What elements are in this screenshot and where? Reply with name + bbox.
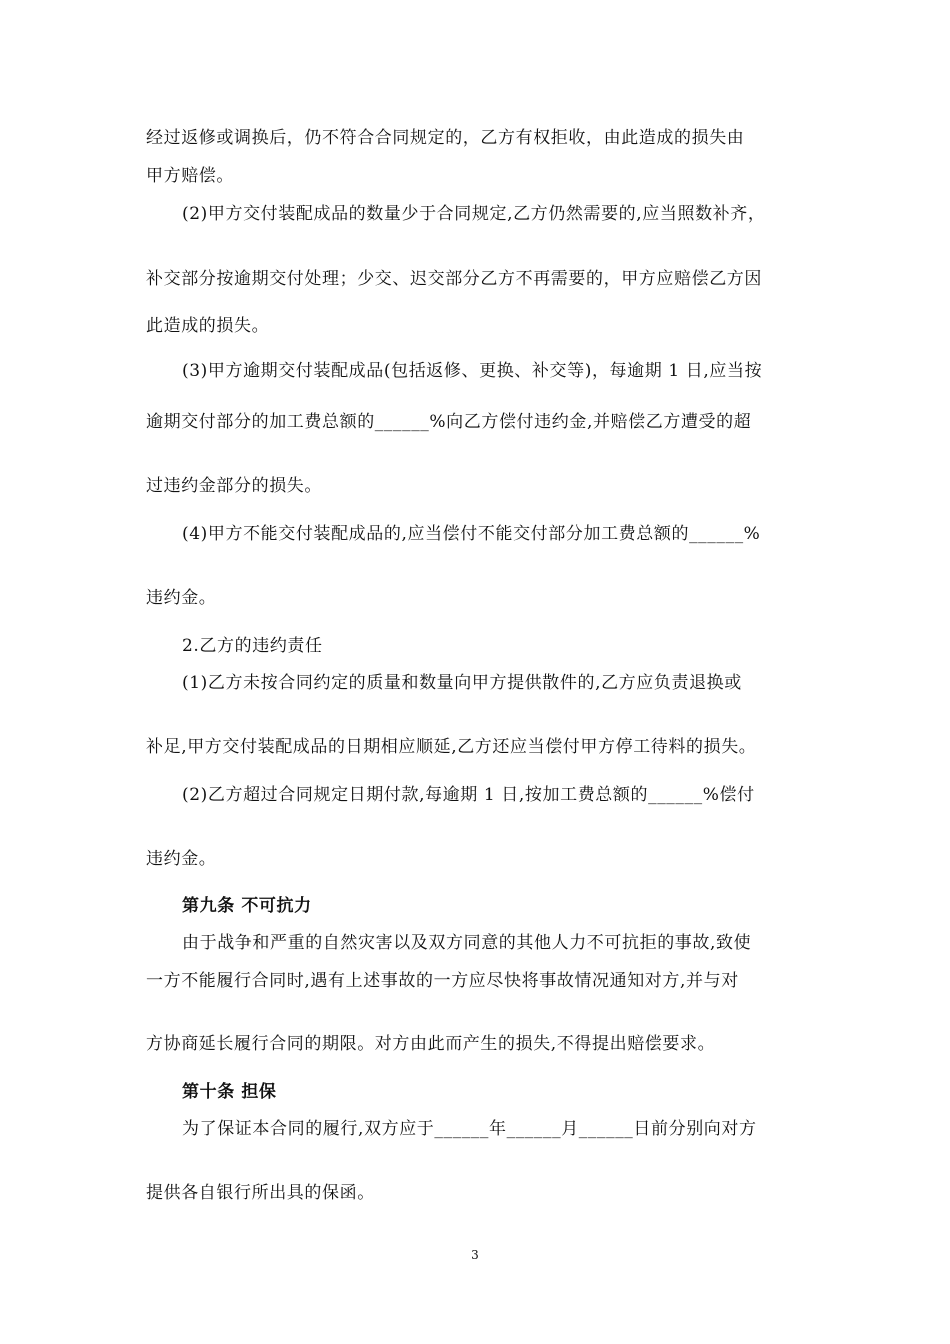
section-heading: 2.乙方的违约责任 xyxy=(182,636,323,656)
paragraph-line: 补交部分按逾期交付处理；少交、迟交部分乙方不再需要的，甲方应赔偿乙方因 xyxy=(146,269,762,289)
article-heading: 第十条 担保 xyxy=(182,1082,277,1102)
paragraph-line: 逾期交付部分的加工费总额的______%向乙方偿付违约金,并赔偿乙方遭受的超 xyxy=(146,412,752,432)
paragraph-line: 方协商延长履行合同的期限。对方由此而产生的损失,不得提出赔偿要求。 xyxy=(146,1034,716,1054)
paragraph-line: 违约金。 xyxy=(146,849,217,869)
paragraph-line: (2)乙方超过合同规定日期付款,每逾期 1 日,按加工费总额的______%偿付 xyxy=(182,785,755,805)
paragraph-line: 经过返修或调换后，仍不符合合同规定的，乙方有权拒收，由此造成的损失由 xyxy=(146,128,745,148)
paragraph-line: 过违约金部分的损失。 xyxy=(146,476,322,496)
paragraph-line: 甲方赔偿。 xyxy=(146,166,234,186)
paragraph-line: 违约金。 xyxy=(146,588,217,608)
paragraph-line: 由于战争和严重的自然灾害以及双方同意的其他人力不可抗拒的事故,致使 xyxy=(182,933,752,953)
paragraph-line: (3)甲方逾期交付装配成品(包括返修、更换、补交等)，每逾期 1 日,应当按 xyxy=(182,361,763,381)
article-heading: 第九条 不可抗力 xyxy=(182,896,312,916)
paragraph-line: 为了保证本合同的履行,双方应于______年______月______日前分别向对方 xyxy=(182,1119,757,1139)
paragraph-line: (2)甲方交付装配成品的数量少于合同规定,乙方仍然需要的,应当照数补齐， xyxy=(182,204,766,224)
paragraph-line: 补足,甲方交付装配成品的日期相应顺延,乙方还应当偿付甲方停工待料的损失。 xyxy=(146,737,757,757)
page-number: 3 xyxy=(471,1248,479,1262)
paragraph-line: (1)乙方未按合同约定的质量和数量向甲方提供散件的,乙方应负责退换或 xyxy=(182,673,742,693)
paragraph-line: 此造成的损失。 xyxy=(146,316,270,336)
paragraph-line: 提供各自银行所出具的保函。 xyxy=(146,1183,375,1203)
paragraph-line: (4)甲方不能交付装配成品的,应当偿付不能交付部分加工费总额的______% xyxy=(182,524,761,544)
paragraph-line: 一方不能履行合同时,遇有上述事故的一方应尽快将事故情况通知对方,并与对 xyxy=(146,971,739,991)
